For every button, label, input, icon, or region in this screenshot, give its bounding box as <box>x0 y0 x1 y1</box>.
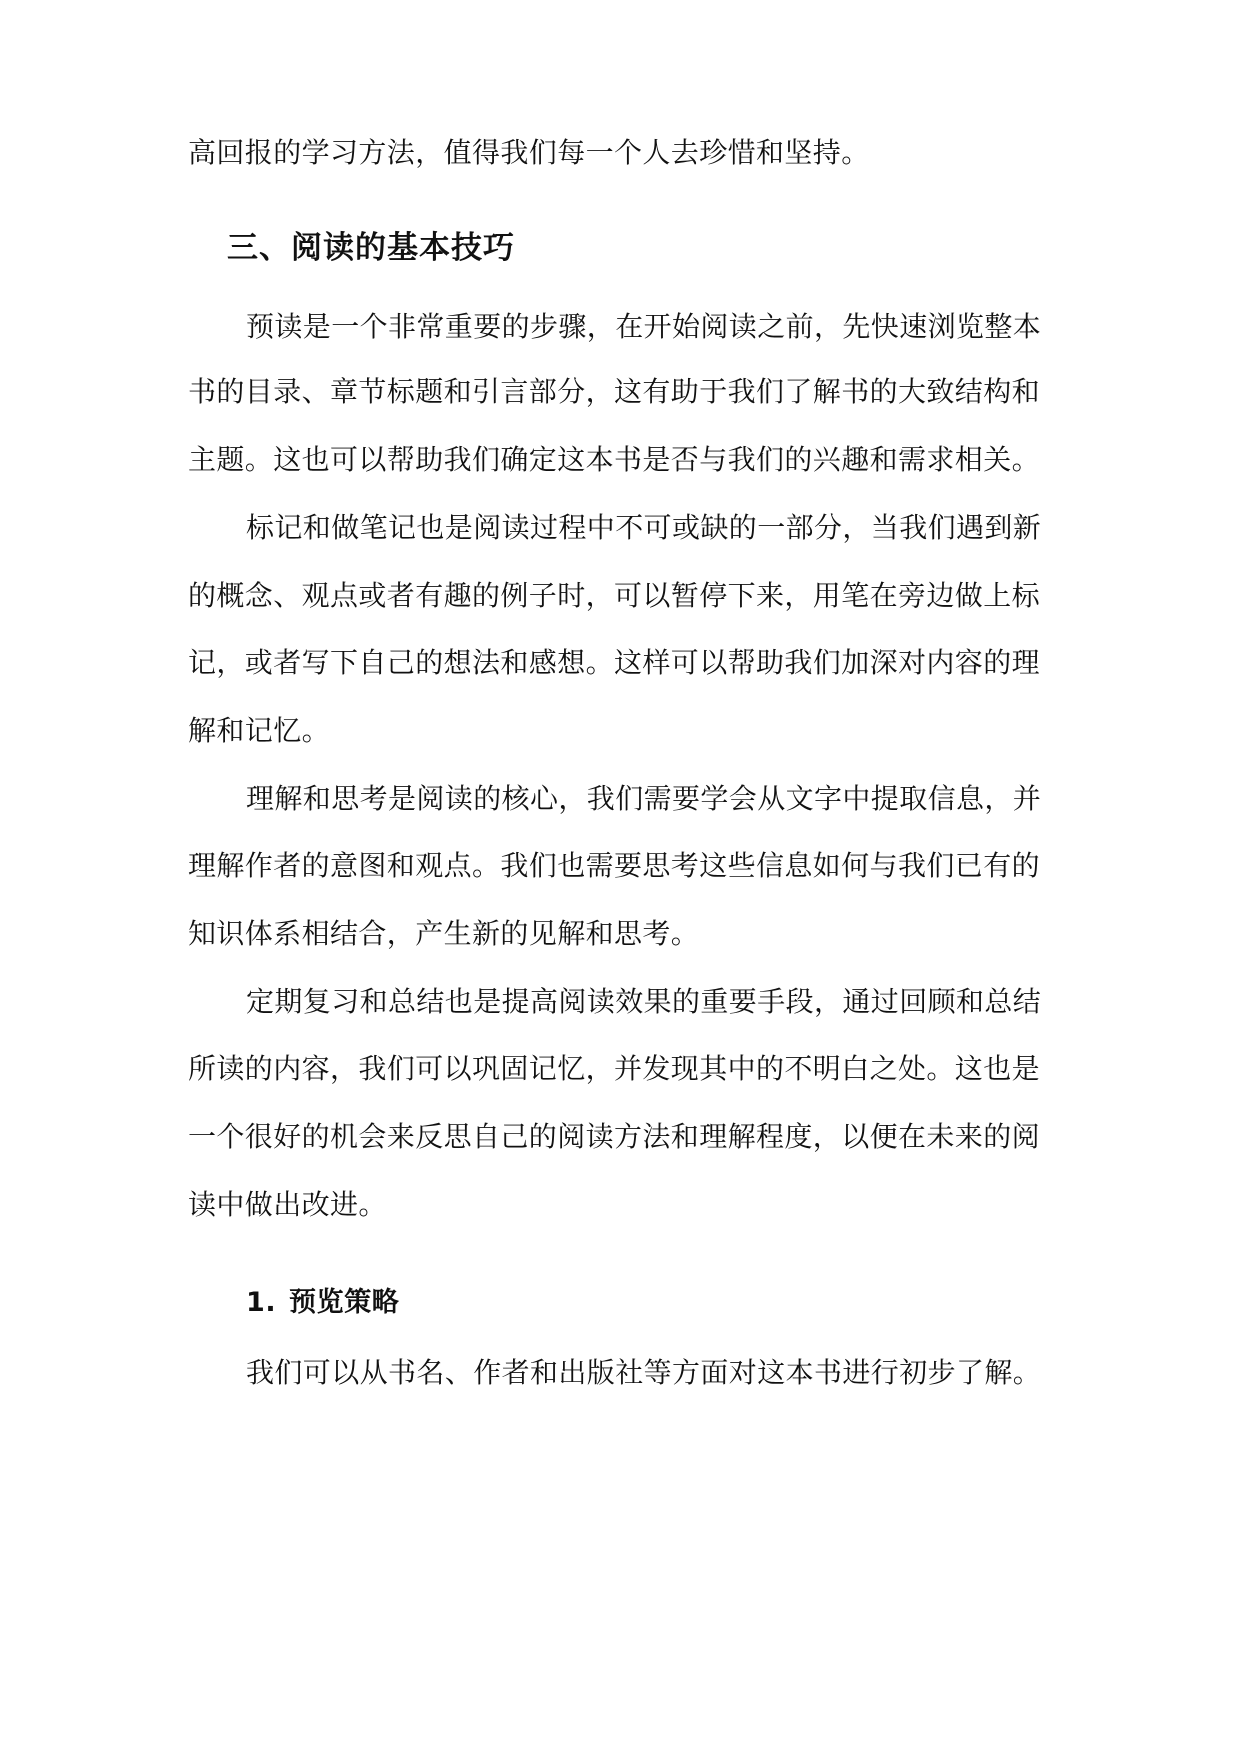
subsection-heading <box>246 1283 1126 1323</box>
text-line: 解和记忆。 <box>188 714 331 747</box>
text-line: 理解作者的意图和观点。我们也需要思考这些信息如何与我们已有的 <box>188 849 1041 882</box>
text-line: 的概念、观点或者有趣的例子时，可以暂停下来，用笔在旁边做上标 <box>188 579 1041 612</box>
text-line: 高回报的学习方法，值得我们每一个人去珍惜和坚持。 <box>188 136 870 169</box>
text-line: 记，或者写下自己的想法和感想。这样可以帮助我们加深对内容的理 <box>188 646 1041 679</box>
section-heading: 三、阅读的基本技巧 <box>227 230 515 266</box>
text-line: 书的目录、章节标题和引言部分，这有助于我们了解书的大致结构和 <box>188 375 1041 408</box>
text-line: 定期复习和总结也是提高阅读效果的重要手段，通过回顾和总结 <box>246 985 1042 1018</box>
text-line: 一个很好的机会来反思自己的阅读方法和理解程度，以便在未来的阅 <box>188 1120 1041 1153</box>
text-line: 读中做出改进。 <box>188 1188 387 1221</box>
text-line: 主题。这也可以帮助我们确定这本书是否与我们的兴趣和需求相关。 <box>188 443 1041 476</box>
text-line: 标记和做笔记也是阅读过程中不可或缺的一部分，当我们遇到新 <box>246 511 1042 544</box>
text-line: 我们可以从书名、作者和出版社等方面对这本书进行初步了解。 <box>246 1356 1042 1389</box>
subsection-title: 预览策略 <box>289 1287 400 1318</box>
subsection-number: 1. <box>246 1287 277 1318</box>
text-line: 所读的内容，我们可以巩固记忆，并发现其中的不明白之处。这也是 <box>188 1052 1041 1085</box>
text-line: 理解和思考是阅读的核心，我们需要学会从文字中提取信息，并 <box>246 782 1042 815</box>
text-line: 知识体系相结合，产生新的见解和思考。 <box>188 917 700 950</box>
text-line: 预读是一个非常重要的步骤，在开始阅读之前，先快速浏览整本 <box>246 310 1042 343</box>
